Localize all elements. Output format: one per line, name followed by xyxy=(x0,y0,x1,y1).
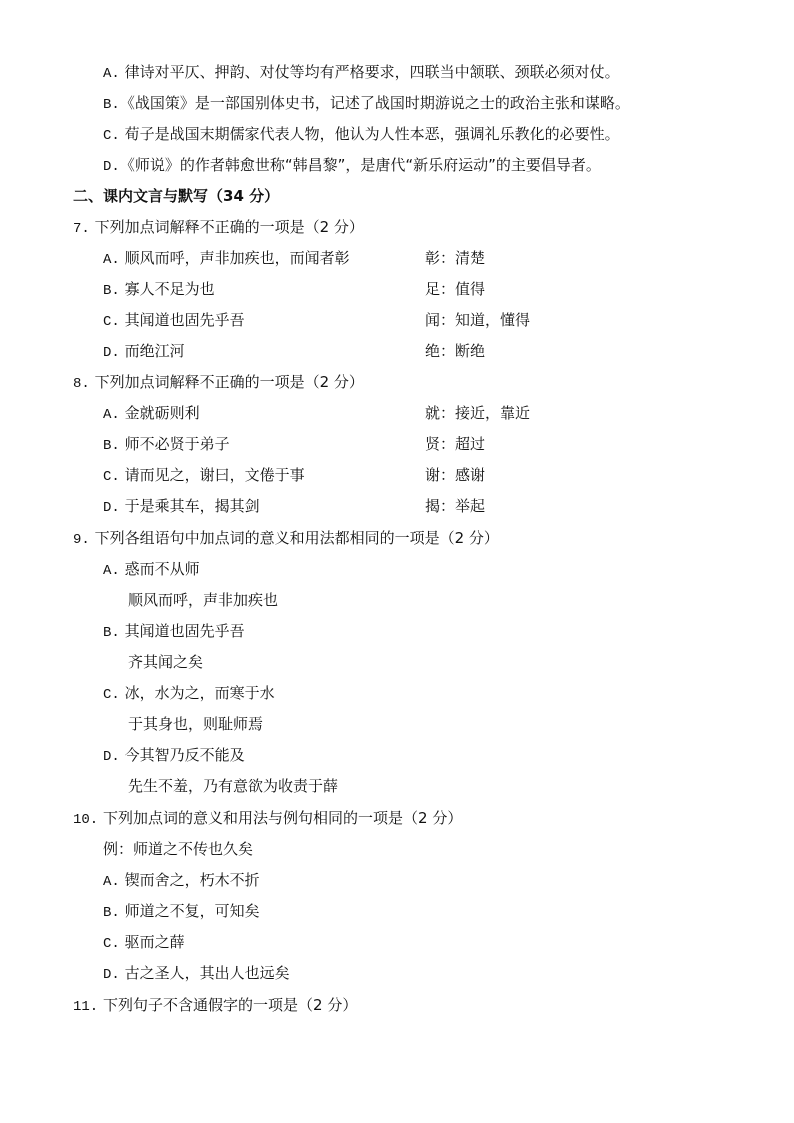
option-line-1: 惑而不从师 xyxy=(124,560,200,578)
option-text: 荀子是战国末期儒家代表人物，他认为人性本恶，强调礼乐教化的必要性。 xyxy=(124,125,620,143)
q9-option-a xyxy=(103,559,200,581)
q9-option-b xyxy=(103,621,245,643)
option-letter: D. xyxy=(103,749,120,765)
option-letter: C. xyxy=(103,936,120,952)
option-text: 《师说》的作者韩愈世称“韩昌黎”，是唐代“新乐府运动”的主要倡导者。 xyxy=(119,156,601,174)
option-text: 《战国策》是一部国别体史书，记述了战国时期游说之士的政治主张和谋略。 xyxy=(119,94,630,112)
top-option-d xyxy=(103,155,601,177)
option-sentence: 于是乘其车，揭其剑 xyxy=(124,497,260,515)
q8-gloss-b: 贤：超过 xyxy=(425,435,486,453)
q8-gloss-d: 揭：举起 xyxy=(425,497,486,515)
option-text: 古之圣人，其出人也远矣 xyxy=(124,964,290,982)
option-letter: C. xyxy=(103,128,120,144)
option-letter: B. xyxy=(103,625,120,641)
option-sentence: 金就砺则利 xyxy=(124,404,200,422)
option-letter: B. xyxy=(103,438,120,454)
option-letter: B. xyxy=(103,905,120,921)
option-text: 律诗对平仄、押韵、对仗等均有严格要求，四联当中颔联、颈联必须对仗。 xyxy=(124,63,620,81)
option-letter: D. xyxy=(103,159,120,175)
q7-gloss-a: 彰：清楚 xyxy=(425,249,486,267)
q9-option-d-line-2: 先生不羞，乃有意欲为收责于薛 xyxy=(128,777,339,795)
option-letter: D. xyxy=(103,345,120,361)
q9-option-b-line-2: 齐其闻之矣 xyxy=(128,653,204,671)
q9-option-c xyxy=(103,683,275,705)
q10-example: 例：师道之不传也久矣 xyxy=(103,840,254,858)
option-letter: A. xyxy=(103,563,120,579)
q9-option-d xyxy=(103,745,245,767)
option-line-1: 其闻道也固先乎吾 xyxy=(124,622,245,640)
question-number: 8. xyxy=(73,376,90,392)
question-7-stem xyxy=(73,217,364,239)
question-text: 下列加点词解释不正确的一项是（2 分） xyxy=(94,373,364,391)
q8-option-d xyxy=(103,496,260,518)
q10-option-d xyxy=(103,963,290,985)
q7-gloss-b: 足：值得 xyxy=(425,280,486,298)
question-number: 10. xyxy=(73,812,99,828)
option-letter: A. xyxy=(103,66,120,82)
option-letter: D. xyxy=(103,967,120,983)
q8-option-b xyxy=(103,434,230,456)
question-text: 下列句子不含通假字的一项是（2 分） xyxy=(103,996,358,1014)
option-letter: B. xyxy=(103,283,120,299)
q7-gloss-d: 绝：断绝 xyxy=(425,342,486,360)
option-sentence: 寡人不足为也 xyxy=(124,280,215,298)
top-option-c xyxy=(103,124,620,146)
option-letter: A. xyxy=(103,407,120,423)
q10-option-c xyxy=(103,932,185,954)
option-letter: C. xyxy=(103,314,120,330)
option-letter: C. xyxy=(103,687,120,703)
q9-option-c-line-2: 于其身也，则耻师焉 xyxy=(128,715,264,733)
q7-option-a xyxy=(103,248,350,270)
option-sentence: 顺风而呼，声非加疾也，而闻者彰 xyxy=(124,249,350,267)
question-10-stem xyxy=(73,808,462,830)
question-number: 7. xyxy=(73,221,90,237)
option-letter: A. xyxy=(103,874,120,890)
question-9-stem xyxy=(73,528,499,550)
q7-gloss-c: 闻：知道，懂得 xyxy=(425,311,531,329)
q9-option-a-line-2: 顺风而呼，声非加疾也 xyxy=(128,591,279,609)
option-sentence: 师不必贤于弟子 xyxy=(124,435,230,453)
option-letter: B. xyxy=(103,97,120,113)
option-text: 锲而舍之，朽木不折 xyxy=(124,871,260,889)
q7-option-b xyxy=(103,279,215,301)
question-11-stem xyxy=(73,995,357,1017)
option-text: 师道之不复，可知矣 xyxy=(124,902,260,920)
option-letter: A. xyxy=(103,252,120,268)
q8-option-c xyxy=(103,465,305,487)
question-8-stem xyxy=(73,372,364,394)
option-sentence: 而绝江河 xyxy=(124,342,185,360)
question-text: 下列加点词解释不正确的一项是（2 分） xyxy=(94,218,364,236)
q7-option-c xyxy=(103,310,245,332)
section-heading: 二、课内文言与默写（34 分） xyxy=(73,187,280,205)
option-line-1: 冰，水为之，而寒于水 xyxy=(124,684,275,702)
q8-option-a xyxy=(103,403,200,425)
option-line-1: 今其智乃反不能及 xyxy=(124,746,245,764)
q7-option-d xyxy=(103,341,185,363)
question-number: 9. xyxy=(73,532,90,548)
option-letter: D. xyxy=(103,500,120,516)
question-text: 下列加点词的意义和用法与例句相同的一项是（2 分） xyxy=(103,809,463,827)
option-sentence: 其闻道也固先乎吾 xyxy=(124,311,245,329)
question-number: 11. xyxy=(73,999,99,1015)
top-option-b xyxy=(103,93,630,115)
q10-option-a xyxy=(103,870,260,892)
option-letter: C. xyxy=(103,469,120,485)
question-text: 下列各组语句中加点词的意义和用法都相同的一项是（2 分） xyxy=(94,529,499,547)
option-sentence: 请而见之，谢曰，文倦于事 xyxy=(124,466,305,484)
option-text: 驱而之薛 xyxy=(124,933,185,951)
q10-option-b xyxy=(103,901,260,923)
q8-gloss-c: 谢：感谢 xyxy=(425,466,486,484)
q8-gloss-a: 就：接近，靠近 xyxy=(425,404,531,422)
top-option-a xyxy=(103,62,620,84)
